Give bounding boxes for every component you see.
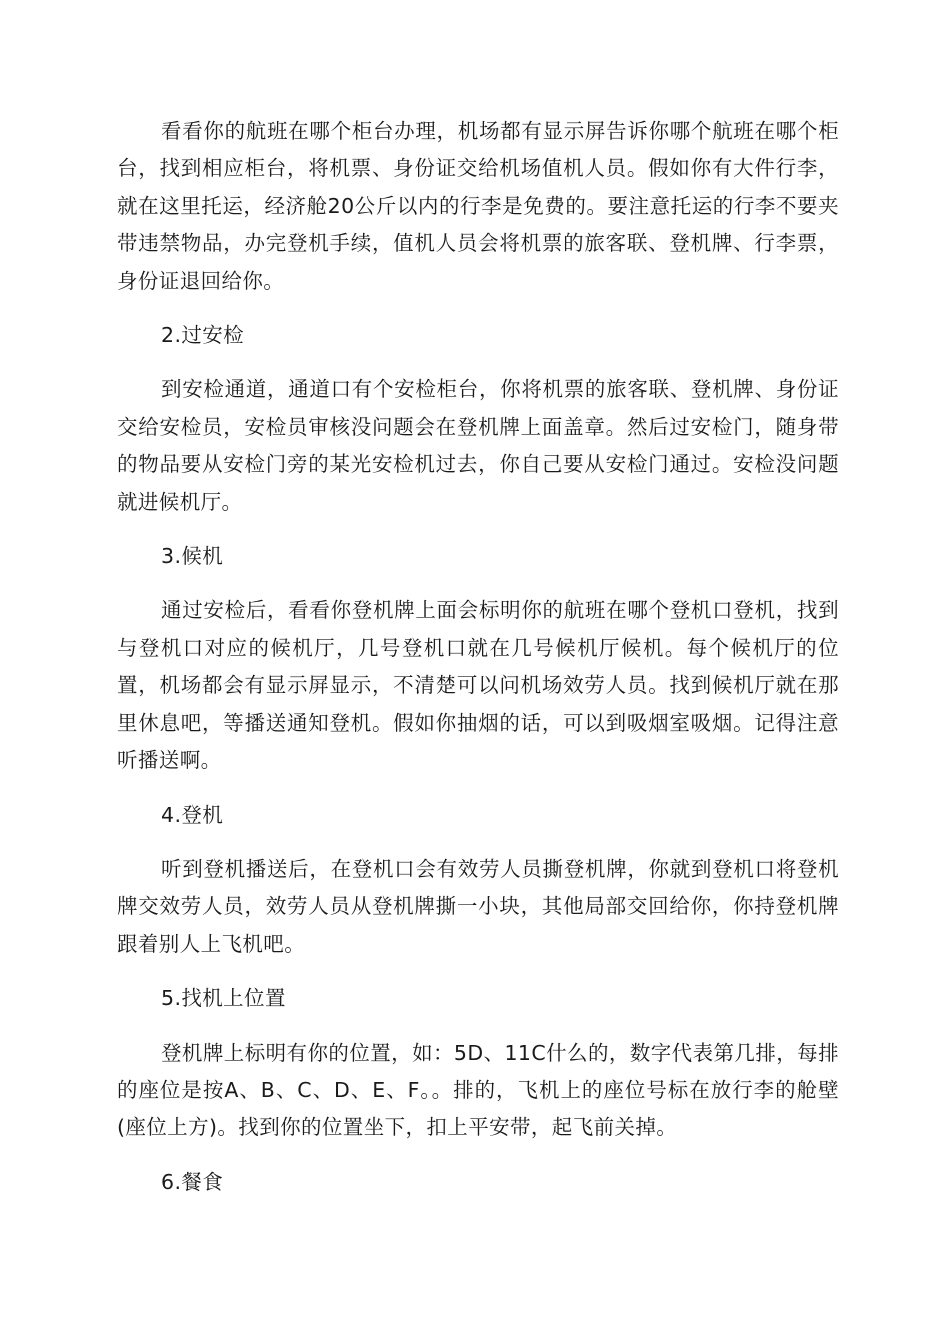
heading-boarding: 4.登机 [161, 802, 224, 827]
heading-waiting: 3.候机 [161, 544, 224, 569]
paragraph-find-seat: 登机牌上标明有你的位置，如：5D、11C什么的，数字代表第几排，每排的座位是按A、B、C、D、E、F。。排的，飞机上的座位号标在放行李的舱壁(座位上方)。找到你的位置坐下，扣上平安带，起飞前关掉。 [117, 1040, 839, 1140]
paragraph-checkin: 看看你的航班在哪个柜台办理，机场都有显示屏告诉你哪个航班在哪个柜台，找到相应柜台，将机票、身份证交给机场值机人员。假如你有大件行李，就在这里托运，经济舱20公斤以内的行李是免费的。要注意托运的行李不要夹带违禁物品，办完登机手续，值机人员会将机票的旅客联、登机牌、行李票，身份证退回给你。 [117, 119, 839, 293]
heading-security-check: 2.过安检 [161, 323, 245, 348]
document-body [117, 113, 839, 1201]
paragraph-security-check: 到安检通道，通道口有个安检柜台，你将机票的旅客联、登机牌、身份证交给安检员，安检员审核没问题会在登机牌上面盖章。然后过安检门，随身带的物品要从安检门旁的某光安检机过去，你自己要从安检门通过。安检没问题就进候机厅。 [117, 377, 839, 514]
paragraph-waiting: 通过安检后，看看你登机牌上面会标明你的航班在哪个登机口登机，找到与登机口对应的候机厅，几号登机口就在几号候机厅候机。每个候机厅的位置，机场都会有显示屏显示，不清楚可以问机场效劳人员。找到候机厅就在那里休息吧，等播送通知登机。假如你抽烟的话，可以到吸烟室吸烟。记得注意听播送啊。 [117, 598, 839, 773]
heading-meals: 6.餐食 [161, 1169, 224, 1194]
paragraph-boarding: 听到登机播送后，在登机口会有效劳人员撕登机牌，你就到登机口将登机牌交效劳人员，效劳人员从登机牌撕一小块，其他局部交回给你，你持登机牌跟着别人上飞机吧。 [117, 856, 839, 956]
heading-find-seat: 5.找机上位置 [161, 986, 286, 1011]
